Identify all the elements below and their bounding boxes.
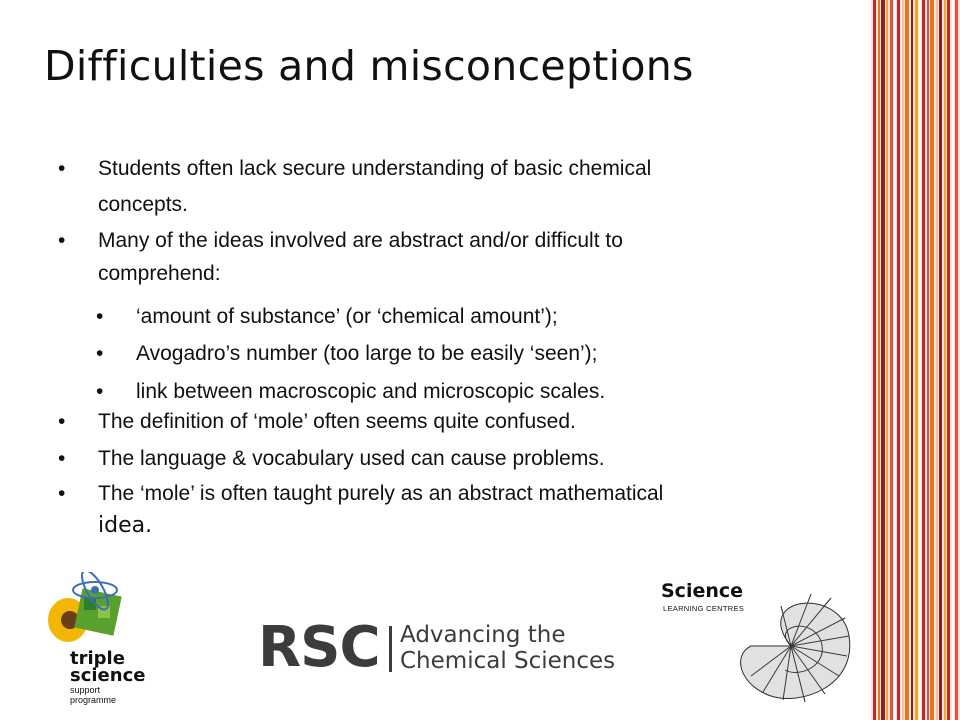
sunflower-icon — [40, 572, 150, 652]
divider — [389, 626, 392, 672]
bullet-text: link between macroscopic and microscopic scales. — [136, 380, 606, 403]
bullet-text: Students often lack secure understanding of basic chemical — [98, 157, 652, 180]
slc-subtitle: LEARNING CENTRES — [663, 604, 745, 613]
bullet-item — [58, 225, 623, 256]
bullet-marker: • — [58, 410, 66, 433]
bullet-item — [58, 406, 576, 437]
logo-text: science — [70, 665, 146, 686]
bullet-marker: • — [96, 342, 104, 365]
bullet-text-continued: concepts. — [98, 193, 188, 216]
bullet-marker: • — [58, 482, 66, 505]
sub-bullet-item — [96, 301, 558, 332]
bullet-marker: • — [58, 447, 66, 470]
sub-bullet-item — [96, 376, 606, 407]
bullet-text: ‘amount of substance’ (or ‘chemical amount’); — [136, 305, 558, 328]
triple-science-logo — [40, 572, 150, 707]
bullet-text: The definition of ‘mole’ often seems quite confused. — [98, 410, 576, 433]
bullet-marker: • — [58, 157, 66, 180]
bullet-text: Avogadro’s number (too large to be easily ‘seen’); — [136, 342, 598, 365]
bullet-item — [58, 478, 664, 509]
bullet-text: The language & vocabulary used can cause problems. — [98, 447, 605, 470]
sub-bullet-item — [96, 338, 598, 369]
rsc-tagline — [400, 622, 615, 674]
bullet-marker: • — [96, 380, 104, 403]
bullet-item — [58, 153, 652, 184]
decorative-stripes — [871, 0, 960, 720]
bullet-text-continued: idea. — [98, 513, 153, 538]
bullet-text: The ‘mole’ is often taught purely as an abstract mathematical — [98, 482, 664, 505]
bullet-item — [58, 443, 605, 474]
slc-name: Science — [661, 580, 744, 602]
rsc-wordmark: RSC — [258, 615, 380, 680]
slide-title: Difficulties and misconceptions — [44, 42, 694, 90]
bullet-marker: • — [96, 305, 104, 328]
rsc-tagline-line: Advancing the — [400, 622, 566, 648]
bullet-text: Many of the ideas involved are abstract and/or difficult to — [98, 229, 623, 252]
logo-text: programme — [70, 695, 117, 705]
shell-icon — [721, 586, 861, 710]
rsc-logo — [258, 615, 628, 680]
logo-text: support — [70, 685, 101, 695]
bullet-marker: • — [58, 229, 66, 252]
logo-text: triple — [70, 648, 125, 669]
science-learning-centres-logo — [661, 580, 861, 710]
rsc-tagline-line: Chemical Sciences — [400, 648, 616, 674]
bullet-text-continued: comprehend: — [98, 262, 221, 285]
